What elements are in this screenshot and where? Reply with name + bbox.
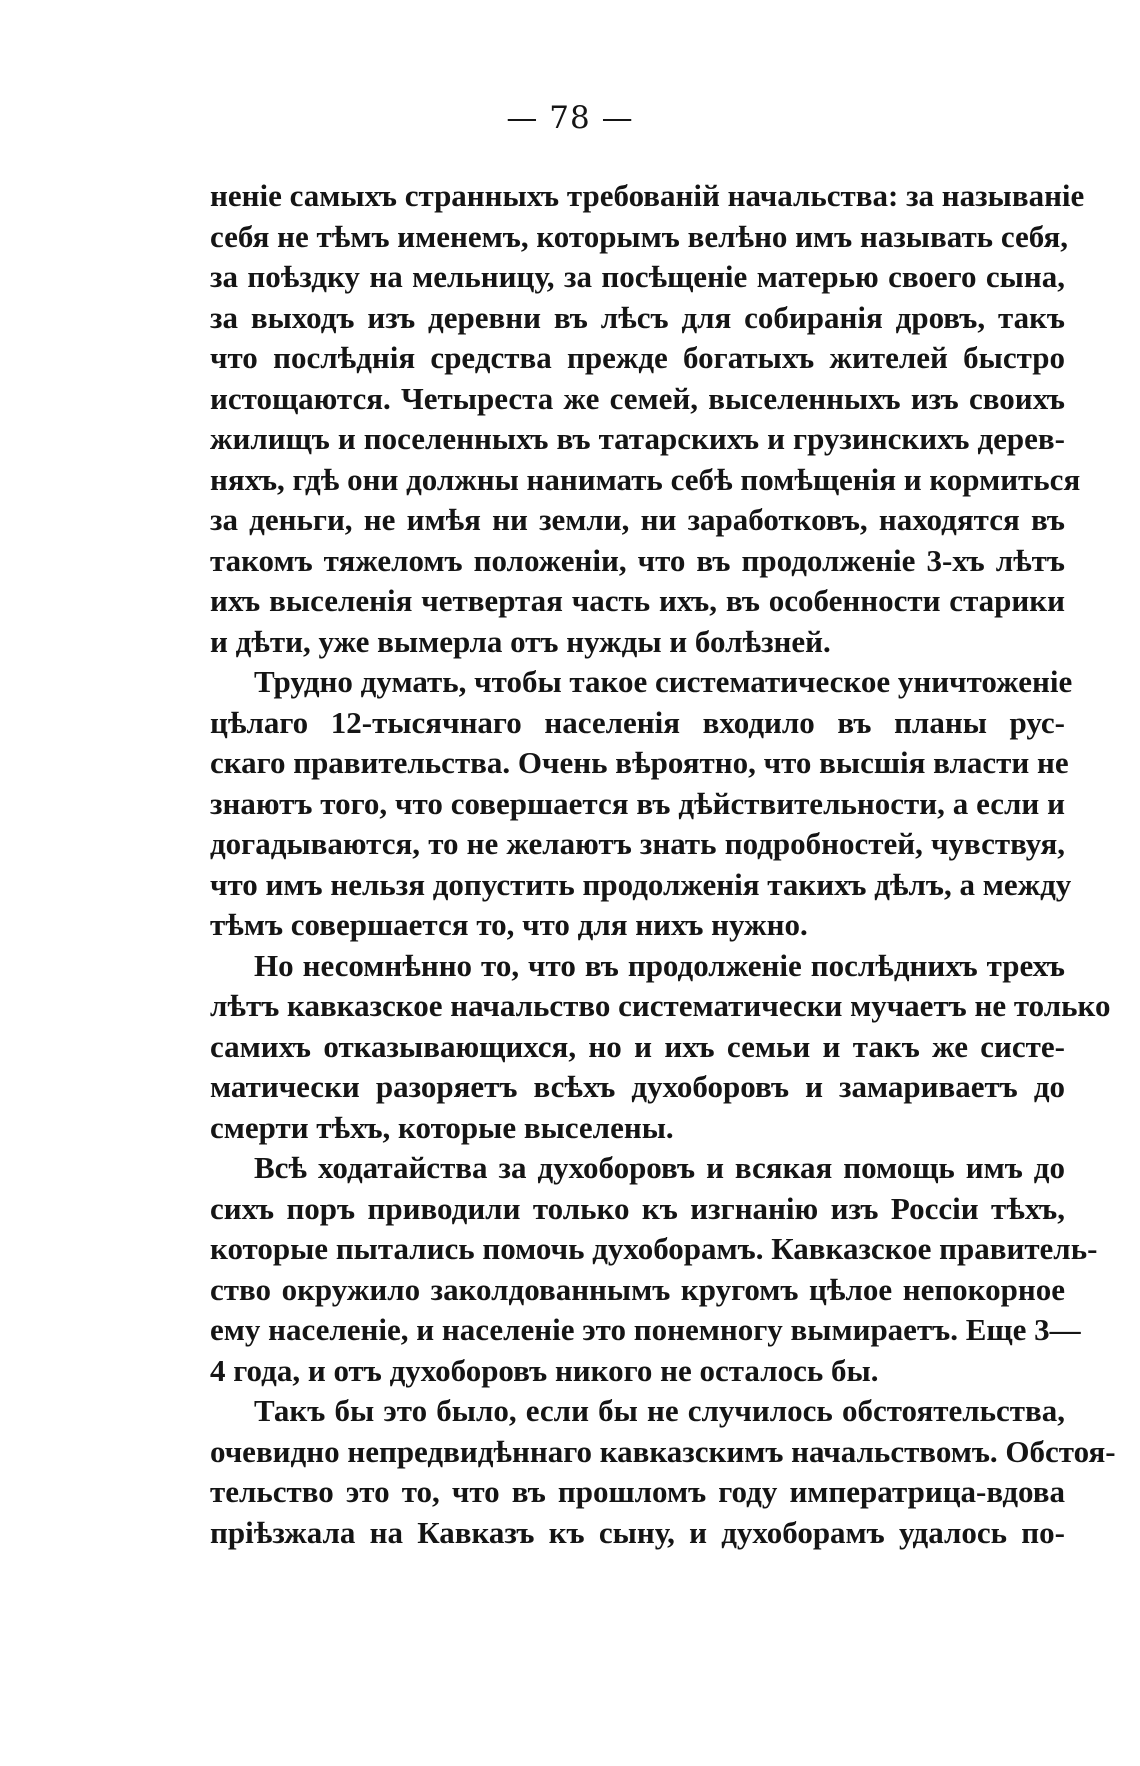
text-line: за выходъ изъ деревни въ лѣсъ для собиранія дровъ, такъ bbox=[210, 299, 1065, 335]
text-line: жилищъ и поселенныхъ въ татарскихъ и грузинскихъ дерев- bbox=[210, 421, 1065, 456]
text-line: что послѣднія средства прежде богатыхъ жителей быстро bbox=[210, 340, 1065, 375]
text-line: ихъ выселенія четвертая часть ихъ, въ особенности старики bbox=[210, 583, 1065, 618]
text-line: такомъ тяжеломъ положеніи, что въ продолженіе 3-хъ лѣтъ bbox=[210, 542, 1065, 578]
text-line: что имъ нельзя допустить продолженія такихъ дѣлъ, а между bbox=[210, 866, 1072, 902]
text-line: за поѣздку на мельницу, за посѣщеніе матерью своего сына, bbox=[210, 259, 1065, 294]
text-line: ему населеніе, и населеніе это понемногу вымираетъ. Еще 3— bbox=[210, 1312, 1081, 1347]
text-line: скаго правительства. Очень вѣроятно, что высшія власти не bbox=[210, 745, 1069, 780]
text-line: знаютъ того, что совершается въ дѣйствительности, а если и bbox=[210, 785, 1065, 821]
text-line: очевидно непредвидѣннаго кавказскимъ начальствомъ. Обстоя- bbox=[210, 1433, 1116, 1469]
text-line: самихъ отказывающихся, но и ихъ семьи и такъ же систе- bbox=[210, 1028, 1065, 1064]
text-line: и дѣти, уже вымерла отъ нужды и болѣзней. bbox=[210, 623, 831, 659]
text-line: Но несомнѣнно то, что въ продолженіе послѣднихъ трехъ bbox=[254, 947, 1065, 983]
text-line: которые пытались помочь духоборамъ. Кавказское правитель- bbox=[210, 1231, 1098, 1266]
text-line: за деньги, не имѣя ни земли, ни заработковъ, находятся въ bbox=[210, 502, 1065, 537]
text-line: истощаются. Четыреста же семей, выселенныхъ изъ своихъ bbox=[210, 380, 1065, 416]
text-line: Всѣ ходатайства за духоборовъ и всякая помощь имъ до bbox=[254, 1150, 1065, 1185]
text-line: Трудно думать, чтобы такое систематическое уничтоженіе bbox=[254, 664, 1073, 699]
text-line: ство окружило заколдованнымъ кругомъ цѣлое непокорное bbox=[210, 1271, 1065, 1307]
text-line: догадываются, то не желаютъ знать подробностей, чувствуя, bbox=[210, 826, 1065, 861]
text-line: себя не тѣмъ именемъ, которымъ велѣно имъ называть себя, bbox=[210, 218, 1068, 254]
text-line: неніе самыхъ странныхъ требованій начальства: за называніе bbox=[210, 178, 1085, 213]
text-line: цѣлаго 12-тысячнаго населенія входило въ планы рус- bbox=[210, 704, 1065, 740]
text-line: няхъ, гдѣ они должны нанимать себѣ помѣщенія и кормиться bbox=[210, 461, 1081, 497]
text-line: тѣмъ совершается то, что для нихъ нужно. bbox=[210, 907, 808, 942]
text-line: матически разоряетъ всѣхъ духоборовъ и замариваетъ до bbox=[210, 1069, 1065, 1104]
body-text bbox=[210, 176, 1116, 1553]
text-line: Такъ бы это было, если бы не случилось обстоятельства, bbox=[254, 1393, 1065, 1428]
text-line: смерти тѣхъ, которые выселены. bbox=[210, 1109, 674, 1145]
text-line: тельство это то, что въ прошломъ году императрица-вдова bbox=[210, 1474, 1065, 1509]
text-line: пріѣзжала на Кавказъ къ сыну, и духоборамъ удалось по- bbox=[210, 1514, 1065, 1550]
text-line: лѣтъ кавказское начальство систематически мучаетъ не только bbox=[210, 988, 1111, 1023]
text-line: 4 года, и отъ духоборовъ никого не осталось бы. bbox=[210, 1352, 879, 1388]
page-number: — 78 — bbox=[506, 100, 634, 136]
text-line: сихъ поръ приводили только къ изгнанію изъ Россіи тѣхъ, bbox=[210, 1190, 1065, 1226]
